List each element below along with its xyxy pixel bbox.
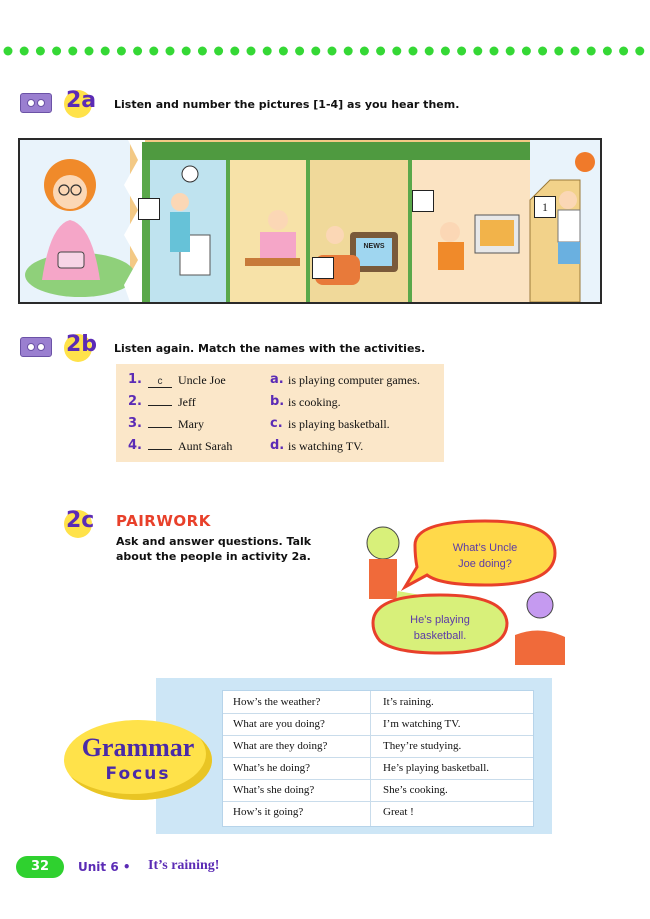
border-dot	[149, 47, 158, 56]
border-dot	[133, 47, 142, 56]
border-dot	[376, 47, 385, 56]
answer-blank[interactable]	[148, 449, 172, 450]
name-number: 2.	[128, 394, 142, 409]
border-dot	[425, 47, 434, 56]
activity-text: is playing computer games.	[288, 373, 420, 387]
name-number: 1.	[128, 372, 142, 387]
dotted-border	[0, 44, 650, 58]
border-dot	[4, 47, 13, 56]
section-2b-instruction: Listen again. Match the names with the activities.	[114, 342, 426, 355]
border-dot	[230, 47, 239, 56]
border-dot	[117, 47, 126, 56]
speech-bubble-question	[405, 521, 555, 587]
border-dot	[247, 47, 256, 56]
bubble-question-line1: What’s Uncle	[452, 542, 518, 554]
page-number: 32	[16, 856, 64, 878]
border-dot	[328, 47, 337, 56]
border-dot	[263, 47, 272, 56]
grammar-answer: They’re studying.	[383, 740, 462, 752]
answer-blank[interactable]	[148, 405, 172, 406]
grammar-question: What’s she doing?	[233, 784, 315, 796]
grammar-question: What are you doing?	[233, 718, 325, 730]
border-dot	[457, 47, 466, 56]
pairwork-illustration	[355, 515, 570, 670]
border-dot	[409, 47, 418, 56]
border-dot	[587, 47, 596, 56]
picture-number-box-2[interactable]	[312, 257, 334, 279]
border-dot	[20, 47, 29, 56]
unit-title: It’s raining!	[148, 858, 220, 873]
activity-text: is cooking.	[288, 395, 341, 409]
border-dot	[311, 47, 320, 56]
border-dot	[473, 47, 482, 56]
border-dot	[619, 47, 628, 56]
grammar-answer: I’m watching TV.	[383, 718, 461, 730]
border-dot	[522, 47, 531, 56]
border-dot	[392, 47, 401, 56]
section-2a-instruction: Listen and number the pictures [1-4] as you hear them.	[114, 98, 460, 111]
border-dot	[490, 47, 499, 56]
grammar-title: Grammar	[81, 733, 195, 762]
bubble-answer-line2: basketball.	[413, 630, 467, 642]
activity-picture	[18, 138, 602, 304]
activity-text: is playing basketball.	[288, 417, 390, 431]
matching-box	[116, 364, 444, 462]
grammar-answer: He’s playing basketball.	[383, 762, 490, 774]
name-number: 4.	[128, 438, 142, 453]
answer-blank[interactable]: c	[148, 376, 172, 388]
answer-blank[interactable]	[148, 427, 172, 428]
grammar-question: What are they doing?	[233, 740, 328, 752]
name-item: Jeff	[148, 395, 196, 410]
border-dot	[603, 47, 612, 56]
section-2a-label: 2a	[62, 88, 100, 113]
bubble-question-line2: Joe doing?	[458, 558, 512, 570]
tv-news-sign: NEWS	[363, 243, 385, 250]
grammar-question: What’s he doing?	[233, 762, 310, 774]
cassette-icon[interactable]	[20, 337, 52, 357]
name-item: Aunt Sarah	[148, 439, 232, 454]
grammar-answer: It’s raining.	[383, 696, 434, 708]
grammar-subtitle: Focus	[105, 764, 171, 784]
activity-letter: a.	[270, 372, 284, 387]
border-dot	[85, 47, 94, 56]
cassette-icon[interactable]	[20, 93, 52, 113]
border-dot	[198, 47, 207, 56]
border-dot	[344, 47, 353, 56]
bubble-answer-line1: He’s playing	[410, 614, 470, 626]
border-dot	[295, 47, 304, 56]
border-dot	[441, 47, 450, 56]
border-dot	[182, 47, 191, 56]
section-2c-label: 2c	[62, 508, 98, 533]
border-dot	[360, 47, 369, 56]
border-dot	[635, 47, 644, 56]
border-dot	[101, 47, 110, 56]
activity-letter: d.	[270, 438, 285, 453]
grammar-answer: Great !	[383, 806, 414, 818]
pairwork-instruction: Ask and answer questions. Talk about the people in activity 2a.	[116, 535, 312, 563]
name-item: c Uncle Joe	[148, 373, 226, 388]
pairwork-title: PAIRWORK	[116, 512, 211, 530]
grammar-table	[222, 690, 534, 827]
section-2b-label: 2b	[62, 332, 101, 357]
border-dot	[506, 47, 515, 56]
activity-letter: c.	[270, 416, 283, 431]
grammar-question: How’s the weather?	[233, 696, 321, 708]
border-dot	[571, 47, 580, 56]
picture-number-box-3[interactable]	[412, 190, 434, 212]
grammar-answer: She’s cooking.	[383, 784, 448, 796]
border-dot	[166, 47, 175, 56]
unit-label: Unit 6 •	[78, 860, 131, 874]
house-illustration	[20, 140, 600, 302]
picture-number-box-4[interactable]: 1	[534, 196, 556, 218]
border-dot	[36, 47, 45, 56]
border-dot	[538, 47, 547, 56]
border-dot	[279, 47, 288, 56]
name-number: 3.	[128, 416, 142, 431]
picture-number-box-1[interactable]	[138, 198, 160, 220]
grammar-question: How’s it going?	[233, 806, 304, 818]
name-item: Mary	[148, 417, 204, 432]
border-dot	[68, 47, 77, 56]
border-dot	[214, 47, 223, 56]
border-dot	[52, 47, 61, 56]
activity-text: is watching TV.	[288, 439, 364, 453]
border-dot	[554, 47, 563, 56]
activity-letter: b.	[270, 394, 285, 409]
